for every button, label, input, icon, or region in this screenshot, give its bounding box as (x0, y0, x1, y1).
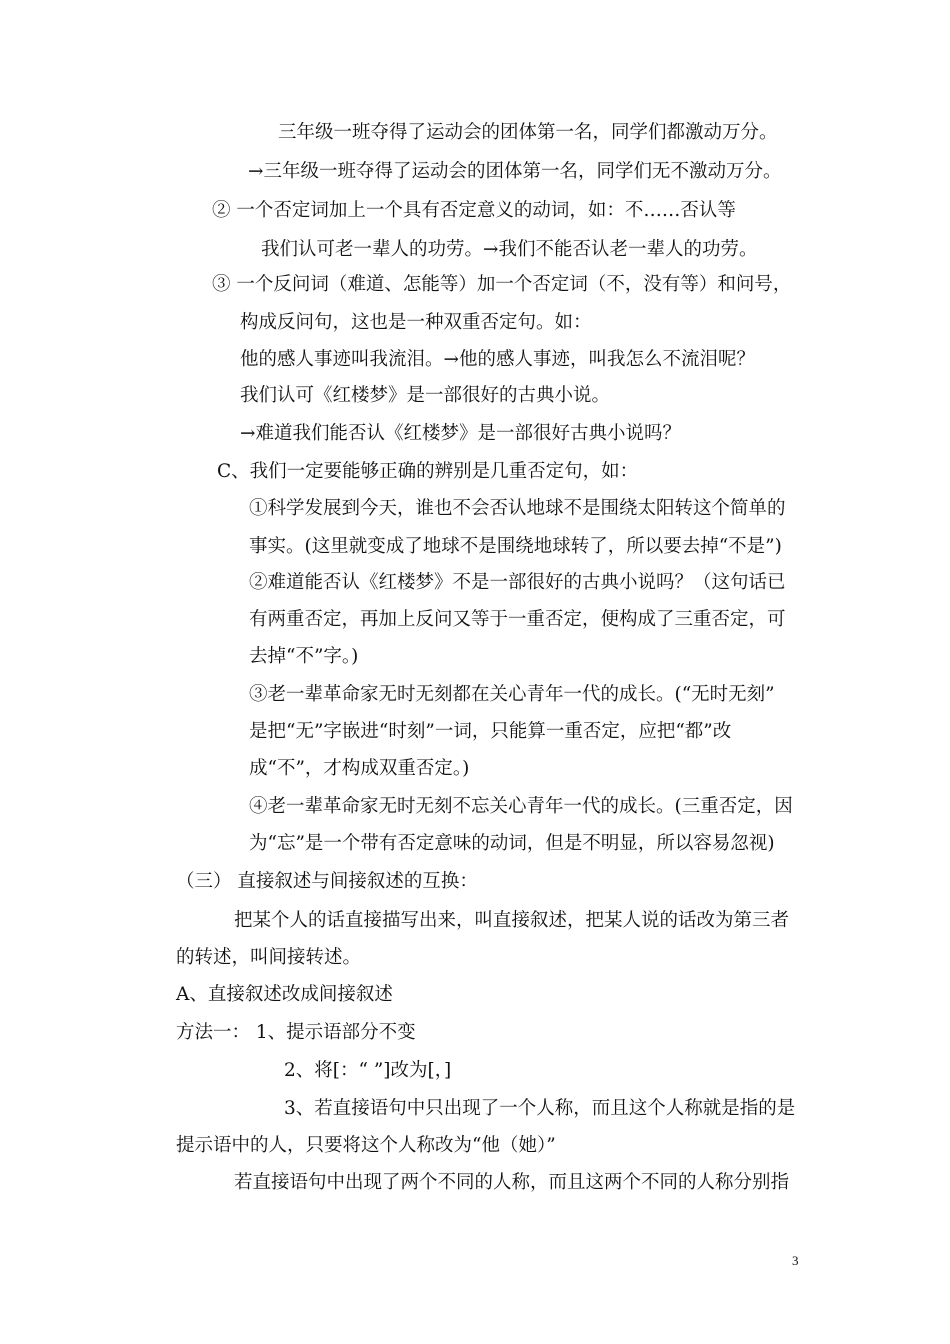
text-line-22: 把某个人的话直接描写出来，叫直接叙述，把某人说的话改为第三者 (234, 910, 790, 931)
text-line-5: ③ 一个反问词（难道、怎能等）加一个否定词（不，没有等）和问号， (212, 274, 792, 295)
subsection-heading: A、直接叙述改成间接叙述 (176, 984, 393, 1005)
text-line-27: 3、若直接语句中只出现了一个人称，而且这个人称就是指的是 (284, 1098, 796, 1119)
text-line-20: 为“忘”是一个带有否定意味的动词，但是不明显，所以容易忽视) (249, 833, 775, 854)
text-line-26: 2、将[：“ ”]改为[，] (284, 1060, 452, 1081)
text-line-18: 成“不”，才构成双重否定。) (249, 758, 470, 779)
text-line-25: 方法一： 1、提示语部分不变 (176, 1022, 416, 1043)
text-line-19: ④老一辈革命家无时无刻不忘关心青年一代的成长。(三重否定，因 (249, 796, 793, 817)
section-heading: （三） 直接叙述与间接叙述的互换： (176, 871, 478, 892)
text-line-12: 事实。(这里就变成了地球不是围绕地球转了，所以要去掉“不是”) (249, 536, 782, 557)
page-number: 3 (792, 1253, 799, 1268)
text-line-6: 构成反问句，这也是一种双重否定句。如： (240, 312, 592, 333)
text-line-15: 去掉“不”字。) (249, 646, 359, 667)
text-line-7: 他的感人事迹叫我流泪。→他的感人事迹，叫我怎么不流泪呢？ (240, 349, 756, 370)
text-line-4: 我们认可老一辈人的功劳。→我们不能否认老一辈人的功劳。 (261, 239, 758, 260)
text-line-11: ①科学发展到今天，谁也不会否认地球不是围绕太阳转这个简单的 (249, 498, 786, 519)
text-line-17: 是把“无”字嵌进“时刻”一词，只能算一重否定，应把“都”改 (249, 721, 732, 742)
text-line-8: 我们认可《红楼梦》是一部很好的古典小说。 (240, 385, 611, 406)
text-line-14: 有两重否定，再加上反问又等于一重否定，便构成了三重否定，可 (249, 609, 786, 630)
text-line-29: 若直接语句中出现了两个不同的人称，而且这两个不同的人称分别指 (234, 1172, 790, 1193)
text-line-13: ②难道能否认《红楼梦》不是一部很好的古典小说吗？（这句话已 (249, 572, 786, 593)
text-line-16: ③老一辈革命家无时无刻都在关心青年一代的成长。(“无时无刻” (249, 684, 775, 705)
text-line-28: 提示语中的人，只要将这个人称改为“他（她）” (176, 1135, 556, 1156)
text-line-9: →难道我们能否认《红楼梦》是一部很好古典小说吗？ (240, 423, 682, 444)
text-line-1: 三年级一班夺得了运动会的团体第一名，同学们都激动万分。 (278, 122, 778, 143)
text-line-2: →三年级一班夺得了运动会的团体第一名，同学们无不激动万分。 (248, 161, 782, 182)
text-line-23: 的转述，叫间接转述。 (176, 947, 362, 968)
text-line-3: ② 一个否定词加上一个具有否定意义的动词，如：不……否认等 (212, 200, 736, 221)
text-line-10: C、我们一定要能够正确的辨别是几重否定句，如： (217, 461, 639, 482)
